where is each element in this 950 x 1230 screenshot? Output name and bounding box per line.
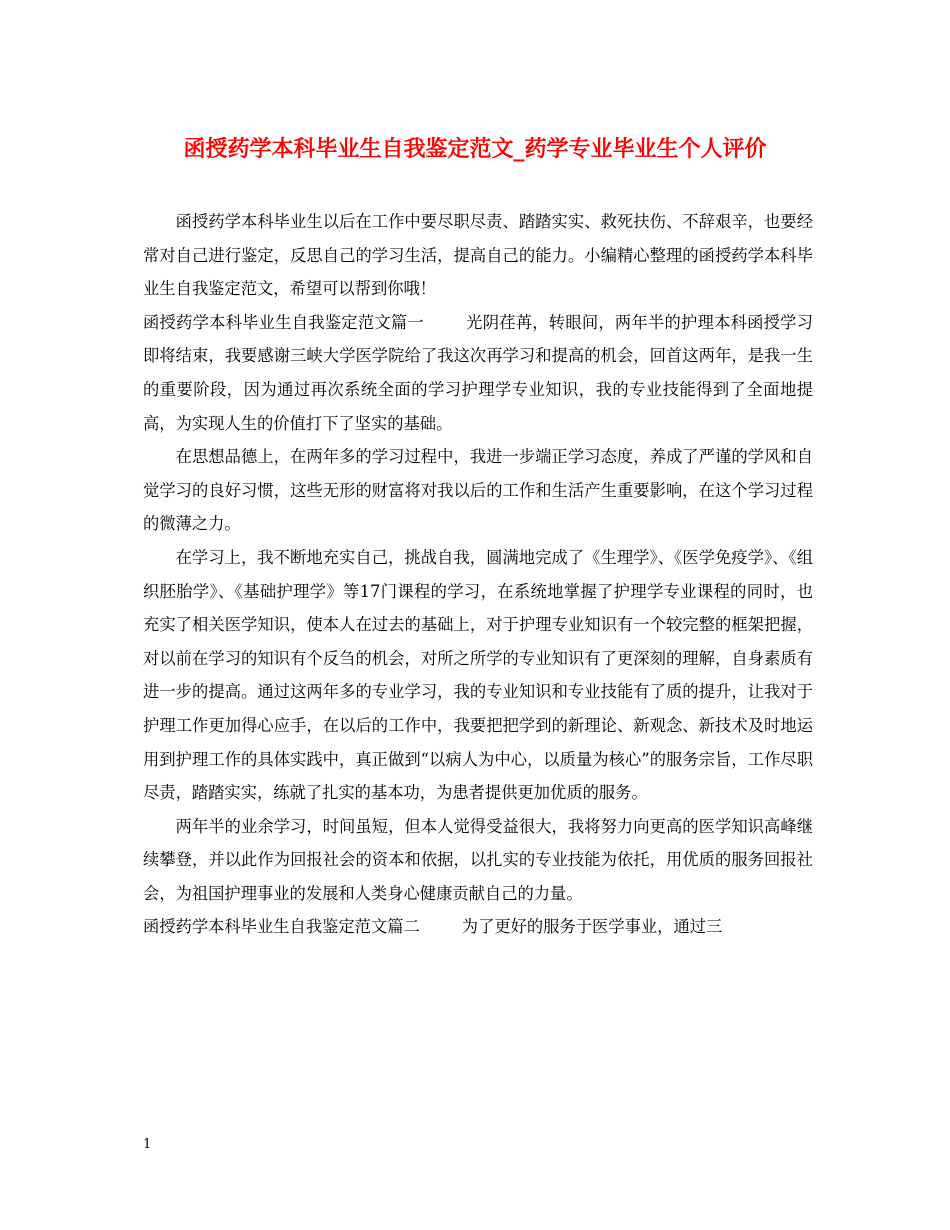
section-1-paragraph [143, 306, 813, 440]
paragraph-ideology: 在思想品德上，在两年多的学习过程中，我进一步端正学习态度，养成了严谨的学风和自觉学习的良好习惯，这些无形的财富将对我以后的工作和生活产生重要影响，在这个学习过程的微薄之力。 [143, 447, 813, 534]
document-body [143, 205, 813, 944]
intro-paragraph: 函授药学本科毕业生以后在工作中要尽职尽责、踏踏实实、救死扶伤、不辞艰辛，也要经常对自己进行鉴定，反思自己的学习生活，提高自己的能力。小编精心整理的函授药学本科毕业生自我鉴定范文，希望可以帮到你哦！ [143, 212, 813, 299]
paragraph-conclusion: 两年半的业余学习，时间虽短，但本人觉得受益很大，我将努力向更高的医学知识高峰继续攀登，并以此作为回报社会的资本和依据，以扎实的专业技能为依托，用优质的服务回报社会，为祖国护理事业的发展和人类身心健康贡献自己的力量。 [143, 816, 813, 903]
section-2-text: 为了更好的服务于医学事业，通过三 [461, 917, 723, 937]
section-1-text: 光阴荏苒，转眼间，两年半的护理本科函授学习即将结束，我要感谢三峡大学医学院给了我这次再学习和提高的机会，回首这两年，是我一生的重要阶段，因为通过再次系统全面的学习护理学专业知识，我的专业技能得到了全面地提高，为实现人生的价值打下了坚实的基础。 [143, 312, 813, 433]
section-2-heading: 函授药学本科毕业生自我鉴定范文篇二 [143, 917, 420, 937]
page-number: 1 [143, 1137, 152, 1152]
section-2-paragraph [143, 910, 813, 944]
document-title: 函授药学本科毕业生自我鉴定范文_药学专业毕业生个人评价 [183, 136, 767, 162]
section-1-heading: 函授药学本科毕业生自我鉴定范文篇一 [143, 312, 424, 332]
paragraph-study: 在学习上，我不断地充实自己，挑战自我，圆满地完成了《生理学》、《医学免疫学》、《组织胚胎学》、《基础护理学》等17门课程的学习，在系统地掌握了护理学专业课程的同时，也充实了相关医学知识，使本人在过去的基础上，对于护理专业知识有一个较完整的框架把握，对以前在学习的知识有个反刍的机会，对所之所学的专业知识有了更深刻的理解，自身素质有进一步的提高。通过这两年多的专业学习，我的专业知识和专业技能有了质的提升，让我对于护理工作更加得心应手，在以后的工作中，我要把把学到的新理论、新观念、新技术及时地运用到护理工作的具体实践中，真正做到“以病人为中心，以质量为核心”的服务宗旨，工作尽职尽责，踏踏实实，练就了扎实的基本功，为患者提供更加优质的服务。 [143, 547, 813, 803]
